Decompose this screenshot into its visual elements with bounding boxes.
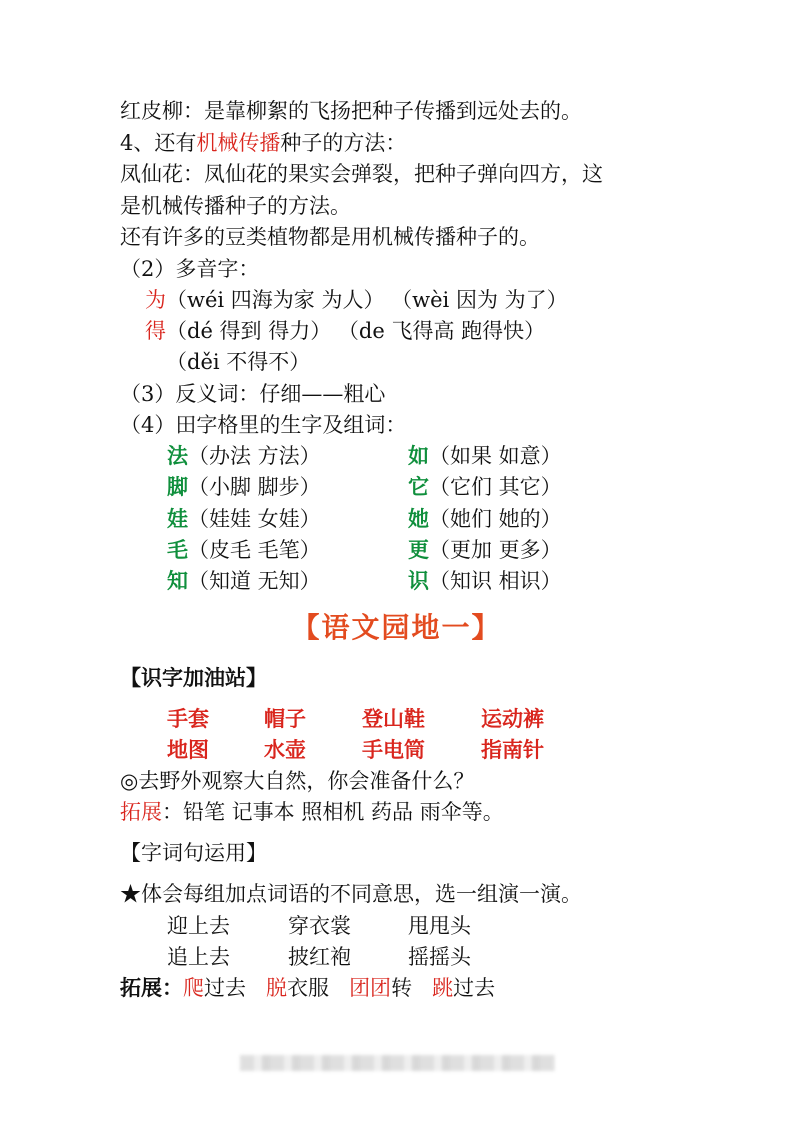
literacy-extend (120, 797, 504, 827)
grid-word-item (167, 566, 321, 596)
grid-words: （更加 更多） (429, 538, 562, 562)
grid-words: （娃娃 女娃） (188, 507, 321, 531)
grid-words: （办法 方法） (188, 444, 321, 468)
usage-extend (120, 973, 495, 1003)
grid-char: 它 (408, 474, 429, 499)
grid-char: 娃 (167, 506, 188, 531)
grid-word-item (408, 472, 562, 502)
polyphone-char-wei: 为 (145, 288, 166, 312)
grid-char: 脚 (167, 474, 188, 499)
literacy-word: 水壶 (264, 737, 306, 762)
polyphone-de (145, 316, 545, 346)
blurred-footer-watermark (240, 1055, 555, 1071)
grid-char: 识 (408, 568, 429, 593)
grid-char: 法 (167, 443, 188, 468)
polyphone-heading: （2）多音字： (120, 257, 260, 281)
text-line-hongpiliu: 红皮柳：是靠柳絮的飞扬把种子传播到远处去的。 (120, 99, 582, 123)
polyphone-wei (145, 285, 568, 315)
usage-extend-label: 拓展： (120, 975, 183, 1000)
antonym-line: （3）反义词：仔细——粗心 (120, 382, 386, 406)
extend-label: 拓展 (120, 800, 162, 824)
grid-char: 毛 (167, 537, 188, 562)
highlight-mechanical: 机械传播 (196, 131, 281, 155)
grid-words: （皮毛 毛笔） (188, 538, 321, 562)
grid-word-item (408, 535, 562, 565)
text-line-mechanical (120, 128, 406, 158)
extend-rest: 过去 (453, 976, 496, 1000)
polyphone-wei-words: （wéi 四海为家 为人） （wèi 因为 为了） (166, 288, 568, 312)
grid-words: （如果 如意） (429, 444, 562, 468)
extend-red: 团团 (349, 976, 392, 1000)
literacy-word: 运动裤 (481, 706, 544, 731)
grid-word-item (167, 535, 321, 565)
usage-word: 迎上去 (167, 914, 230, 938)
grid-char: 如 (408, 443, 429, 468)
literacy-word: 登山鞋 (362, 706, 425, 731)
literacy-word: 地图 (167, 737, 209, 762)
grid-char: 知 (167, 568, 188, 593)
line-suffix: 种子的方法： (280, 131, 407, 155)
extend-rest: 过去 (204, 976, 246, 1000)
grid-word-item (408, 441, 562, 471)
text-line-fengxianhua: 凤仙花：凤仙花的果实会弹裂，把种子弹向四方，这 (120, 162, 603, 186)
usage-word: 穿衣裳 (288, 914, 351, 938)
polyphone-dei: （děi 不得不） (166, 350, 311, 374)
literacy-word: 手电筒 (362, 737, 425, 762)
extend-rest: 衣服 (287, 976, 330, 1000)
literacy-heading: 【识字加油站】 (120, 665, 267, 690)
grid-words: （它们 其它） (429, 475, 562, 499)
extend-rest: 转 (391, 976, 413, 1000)
grid-heading: （4）田字格里的生字及组词： (120, 413, 407, 437)
usage-heading: 【字词句运用】 (120, 841, 267, 865)
grid-words: （她们 她的） (429, 507, 562, 531)
grid-char: 更 (408, 537, 429, 562)
grid-word-item (408, 504, 562, 534)
grid-word-item (167, 472, 321, 502)
usage-instruction: ★体会每组加点词语的不同意思，选一组演一演。 (120, 882, 582, 906)
text-line-fengxianhua-cont: 是机械传播种子的方法。 (120, 194, 351, 218)
polyphone-de-words: （dé 得到 得力） （de 飞得高 跑得快） (166, 319, 546, 343)
usage-word: 甩甩头 (408, 914, 471, 938)
usage-word: 追上去 (167, 945, 230, 969)
literacy-word: 帽子 (264, 706, 306, 731)
text-line-beans: 还有许多的豆类植物都是用机械传播种子的。 (120, 225, 540, 249)
usage-word: 披红袍 (288, 945, 351, 969)
grid-word-item (408, 566, 562, 596)
extend-red: 跳 (432, 976, 454, 1000)
grid-words: （知识 相识） (429, 569, 562, 593)
grid-words: （小脚 脚步） (188, 475, 321, 499)
extend-red: 爬 (183, 976, 204, 1000)
extend-red: 脱 (266, 976, 288, 1000)
grid-word-item (167, 441, 321, 471)
section-title-garden: 【语文园地一】 (291, 611, 502, 644)
line-prefix: 4、还有 (120, 131, 197, 155)
grid-words: （知道 无知） (188, 569, 321, 593)
usage-word: 摇摇头 (408, 945, 471, 969)
polyphone-char-de: 得 (145, 319, 166, 343)
literacy-word: 指南针 (481, 737, 544, 762)
grid-char: 她 (408, 506, 429, 531)
grid-word-item (167, 504, 321, 534)
literacy-question: ◎去野外观察大自然，你会准备什么？ (120, 769, 475, 793)
literacy-word: 手套 (167, 706, 209, 731)
extend-text: ：铅笔 记事本 照相机 药品 雨伞等。 (162, 800, 504, 824)
